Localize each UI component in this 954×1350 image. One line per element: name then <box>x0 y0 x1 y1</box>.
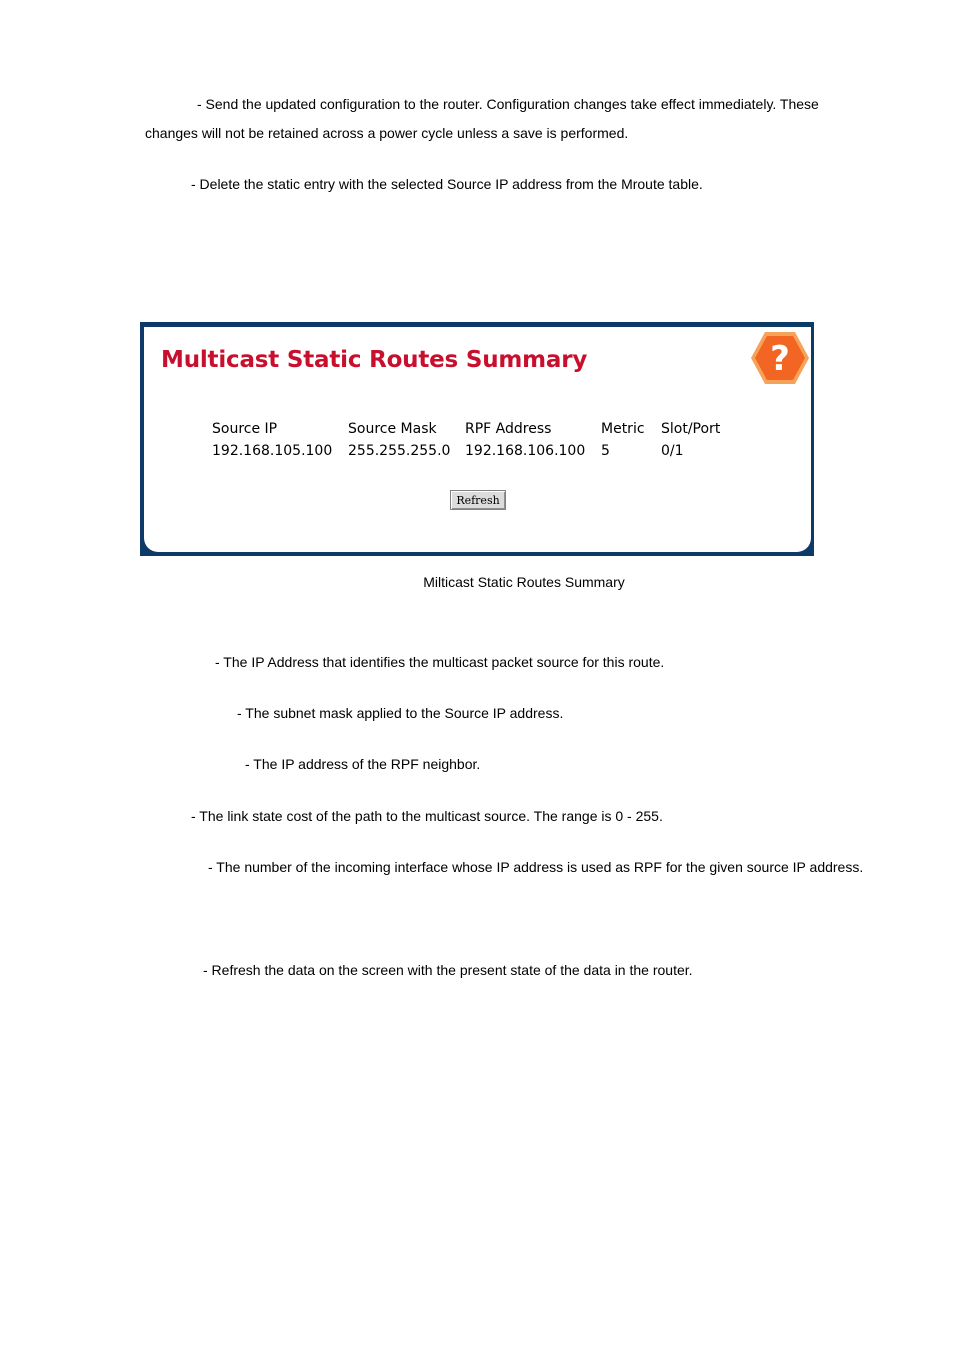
refresh-description: - Refresh the data on the screen with the present state of the data in the router. <box>203 962 693 978</box>
column-header-slot-port: Slot/Port <box>661 421 721 437</box>
panel-content <box>144 327 811 552</box>
source-ip-description: - The IP Address that identifies the multicast packet source for this route. <box>215 654 665 670</box>
multicast-static-routes-panel <box>140 322 814 556</box>
column-header-source-ip: Source IP <box>212 421 278 437</box>
column-header-rpf-address: RPF Address <box>465 421 552 437</box>
table-header-row <box>212 419 741 441</box>
delete-description: - Delete the static entry with the selected Source IP address from the Mroute table. <box>191 176 703 192</box>
question-mark-hexagon-icon[interactable] <box>750 330 810 386</box>
svg-text:?: ? <box>770 339 790 379</box>
refresh-button[interactable]: Refresh <box>450 490 506 510</box>
cell-slot-port: 0/1 <box>661 443 684 459</box>
panel-title: Multicast Static Routes Summary <box>161 347 588 373</box>
cell-source-ip: 192.168.105.100 <box>212 443 333 459</box>
source-mask-description: - The subnet mask applied to the Source IP address. <box>237 705 564 721</box>
table-row <box>212 441 741 461</box>
cell-rpf-address: 192.168.106.100 <box>465 443 586 459</box>
column-header-metric: Metric <box>601 421 645 437</box>
figure-caption: Milticast Static Routes Summary <box>423 574 625 590</box>
metric-description: - The link state cost of the path to the multicast source. The range is 0 - 255. <box>191 808 663 824</box>
submit-description: - Send the updated configuration to the router. Configuration changes take effect immediately. These changes will not be retained across a power cycle unless a save is performed. <box>145 96 819 141</box>
cell-source-mask: 255.255.255.0 <box>348 443 451 459</box>
rpf-address-description: - The IP address of the RPF neighbor. <box>245 756 481 772</box>
cell-metric: 5 <box>601 443 610 459</box>
routes-table <box>212 419 741 461</box>
slot-port-description: - The number of the incoming interface whose IP address is used as RPF for the given source IP address. <box>208 859 864 875</box>
column-header-source-mask: Source Mask <box>348 421 437 437</box>
